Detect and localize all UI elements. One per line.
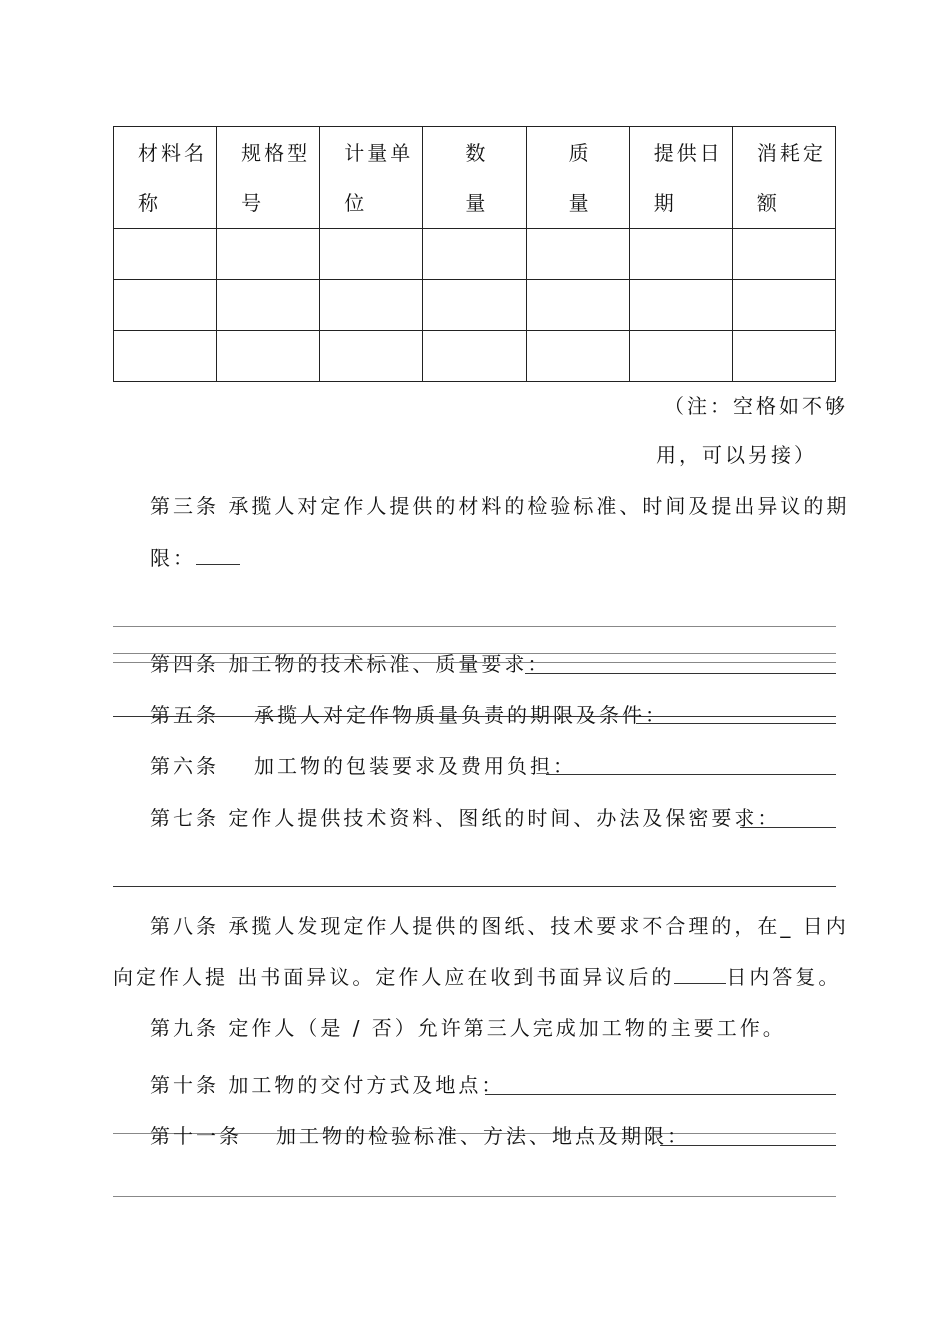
table-row (114, 331, 836, 382)
table-cell[interactable] (114, 331, 217, 382)
header-cell: 提供日 期 (629, 127, 732, 229)
clause-9: 第九条 定作人（是 / 否）允许第三人完成加工物的主要工作。 (150, 1016, 786, 1040)
materials-table (113, 126, 836, 382)
clause-3-blank[interactable] (196, 564, 240, 565)
table-cell[interactable] (320, 229, 423, 280)
table-cell[interactable] (114, 280, 217, 331)
clause-7-blank[interactable] (740, 827, 836, 828)
clause-6-blank[interactable] (546, 774, 836, 775)
table-cell[interactable] (732, 331, 835, 382)
clause-11-label: 第十一条 (150, 1124, 242, 1148)
table-cell[interactable] (526, 229, 629, 280)
clause-10-blank[interactable] (485, 1094, 836, 1095)
clause-8-days-blank[interactable] (674, 983, 726, 984)
clause-6-text: 加工物的包装要求及费用负担： (254, 754, 576, 778)
table-cell[interactable] (320, 331, 423, 382)
table-cell[interactable] (423, 331, 526, 382)
table-cell[interactable] (629, 229, 732, 280)
table-row (114, 229, 836, 280)
header-cell: 材料名 称 (114, 127, 217, 229)
table-cell[interactable] (423, 280, 526, 331)
table-cell[interactable] (423, 229, 526, 280)
table-cell[interactable] (629, 280, 732, 331)
table-cell[interactable] (526, 280, 629, 331)
clause-7: 第七条 定作人提供技术资料、图纸的时间、办法及保密要求： (150, 806, 781, 830)
divider-line (113, 626, 836, 627)
table-cell[interactable] (732, 280, 835, 331)
header-cell: 规格型 号 (217, 127, 320, 229)
clause-3-line-2: 限： (150, 546, 240, 570)
clause-5-blank[interactable] (636, 723, 836, 724)
clause-4: 第四条 加工物的技术标准、质量要求： (150, 652, 551, 676)
clause-8-line-1: 第八条 承揽人发现定作人提供的图纸、技术要求不合理的，在_ 日内 (150, 914, 849, 938)
clause-5-strike-line (113, 716, 836, 717)
clause-11-blank-line-2[interactable] (113, 1196, 836, 1197)
divider-line (113, 662, 836, 663)
clause-11-blank[interactable] (660, 1145, 836, 1146)
clause-11-text: 加工物的检验标准、方法、地点及期限： (276, 1124, 690, 1148)
table-cell[interactable] (114, 229, 217, 280)
table-cell[interactable] (732, 229, 835, 280)
header-cell: 消耗定 额 (732, 127, 835, 229)
clause-7-blank-line-2[interactable] (113, 886, 836, 887)
table-cell[interactable] (629, 331, 732, 382)
table-row (114, 280, 836, 331)
table-note-line-2: 用，可以另接） (656, 443, 817, 467)
clause-4-blank[interactable] (525, 673, 836, 674)
table-header-row (114, 127, 836, 229)
clause-8-line-2: 向定作人提 出书面异议。定作人应在收到书面异议后的 日内答复。 (113, 965, 842, 989)
table-cell[interactable] (217, 331, 320, 382)
clause-3-line-1: 第三条 承揽人对定作人提供的材料的检验标准、时间及提出异议的期 (150, 494, 850, 518)
table-cell[interactable] (320, 280, 423, 331)
header-cell: 计量单 位 (320, 127, 423, 229)
table-note-line-1: （注：空格如不够 (664, 394, 848, 418)
table-cell[interactable] (526, 331, 629, 382)
table-cell[interactable] (217, 280, 320, 331)
table-cell[interactable] (217, 229, 320, 280)
clause-5-text: 承揽人对定作物质量负责的期限及条件： (254, 703, 668, 727)
clause-5-label: 第五条 (150, 703, 219, 727)
header-cell: 数 量 (423, 127, 526, 229)
clause-6-label: 第六条 (150, 754, 219, 778)
clause-10: 第十条 加工物的交付方式及地点： (150, 1073, 505, 1097)
header-cell: 质 量 (526, 127, 629, 229)
